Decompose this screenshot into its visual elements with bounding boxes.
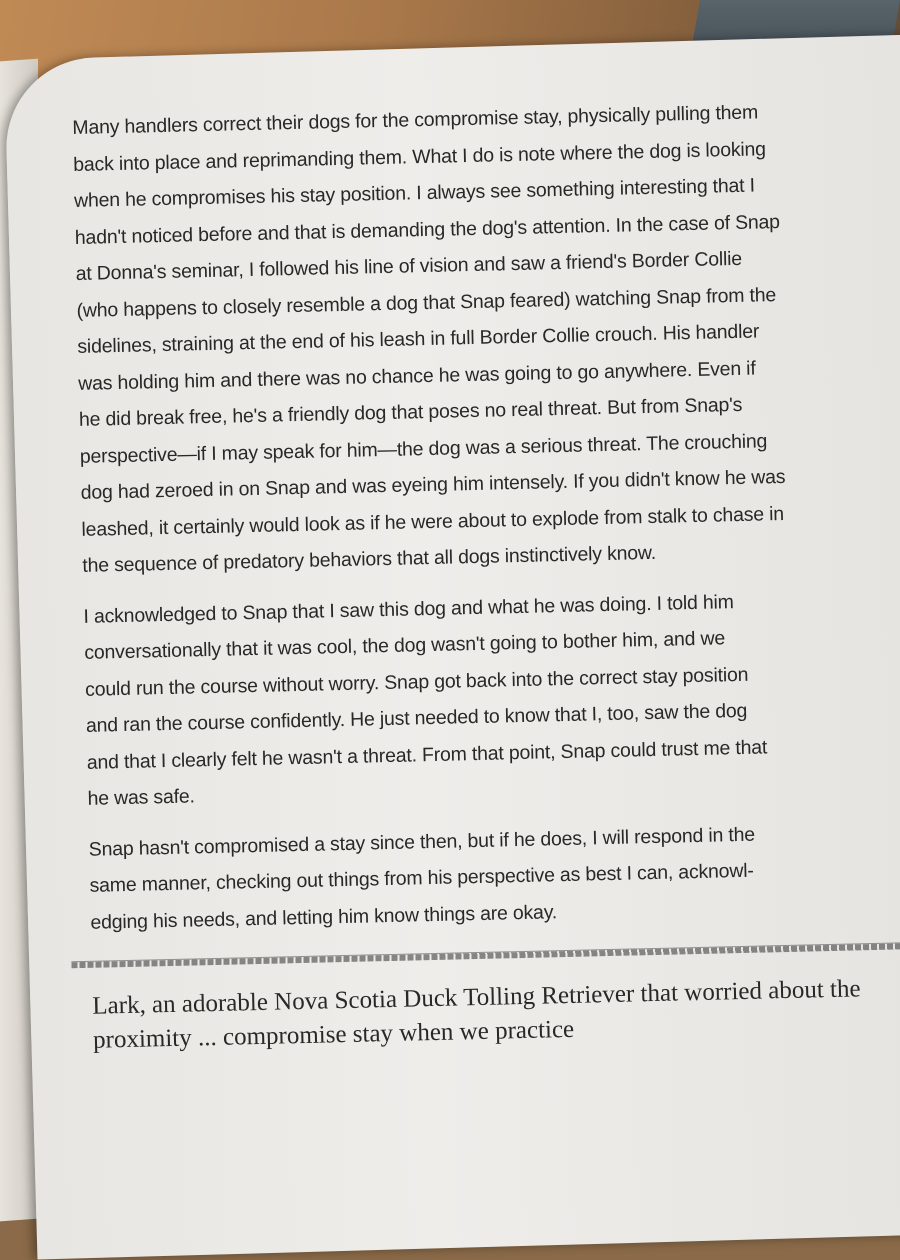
text-line: sidelines, straining at the end of his leash in full Border Collie crouch. His handler bbox=[77, 320, 760, 358]
paragraph-2 bbox=[83, 580, 900, 818]
text-line: could run the course without worry. Snap got back into the correct stay position bbox=[84, 663, 749, 701]
text-line: Many handlers correct their dogs for the compromise stay, physically pulling them bbox=[72, 101, 759, 139]
text-line: perspective—if I may speak for him—the dog was a serious threat. The crouching bbox=[79, 429, 768, 468]
text-line: I acknowledged to Snap that I saw this dog and what he was doing. I told him bbox=[83, 590, 734, 628]
text-line: was holding him and there was no chance he was going to go anywhere. Even if bbox=[77, 357, 756, 395]
text-line: edging his needs, and letting him know things are okay. bbox=[90, 900, 558, 934]
text-line: he did break free, he's a friendly dog that poses no real threat. But from Snap's bbox=[78, 393, 743, 431]
text-line: (who happens to closely resemble a dog that Snap feared) watching Snap from the bbox=[76, 283, 777, 322]
text-line: when he compromises his stay position. I always see something interesting that I bbox=[73, 174, 756, 212]
text-line: conversationally that it was cool, the dog wasn't going to bother him, and we bbox=[84, 627, 726, 664]
text-line: he was safe. bbox=[87, 785, 195, 810]
text-line: dog had zeroed in on Snap and was eyeing him intensely. If you didn't know he was bbox=[80, 465, 786, 504]
text-line: Lark, an adorable Nova Scotia Duck Tolling Retriever that worried about the bbox=[92, 975, 861, 1020]
text-line: at Donna's seminar, I followed his line of vision and saw a friend's Border Collie bbox=[75, 247, 743, 285]
text-line: and ran the course confidently. He just needed to know that I, too, saw the dog bbox=[85, 699, 748, 737]
paragraph-3 bbox=[88, 813, 900, 941]
text-line: same manner, checking out things from his perspective as best I can, acknowl- bbox=[89, 859, 754, 897]
text-line: the sequence of predatory behaviors that all dogs instinctively know. bbox=[82, 541, 657, 577]
text-line: back into place and reprimanding them. What I do is note where the dog is looking bbox=[72, 137, 767, 176]
text-line: hadn't noticed before and that is demanding the dog's attention. In the case of Snap bbox=[74, 210, 781, 249]
paragraph-1 bbox=[72, 91, 900, 584]
text-column bbox=[72, 91, 900, 1057]
text-line: and that I clearly felt he wasn't a threat. From that point, Snap could trust me that bbox=[86, 735, 768, 774]
section-divider bbox=[71, 941, 900, 968]
text-line: leashed, it certainly would look as if he were about to explode from stalk to chase in bbox=[81, 502, 785, 541]
text-line: Snap hasn't compromised a stay since then, but if he does, I will respond in the bbox=[88, 823, 756, 861]
text-line: proximity ... compromise stay when we practice bbox=[92, 1015, 575, 1054]
